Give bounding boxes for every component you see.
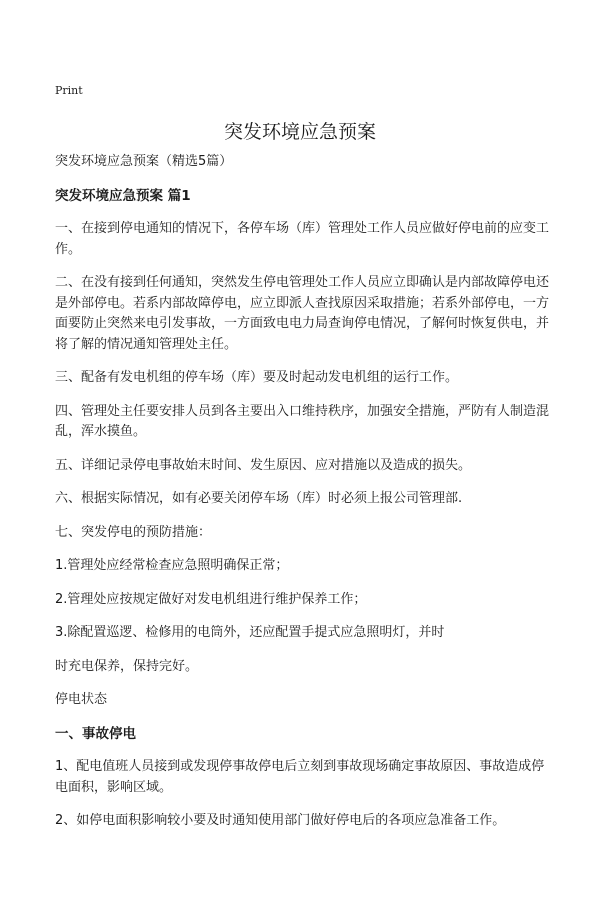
list-item-continuation: 时充电保养，保持完好。 xyxy=(55,658,199,674)
body-paragraph: 七、突发停电的预防措施： xyxy=(55,524,212,540)
body-paragraph: 五、详细记录停电事故始末时间、发生原因、应对措施以及造成的损失。 xyxy=(55,457,472,473)
section-heading: 突发环境应急预案 篇1 xyxy=(55,187,191,204)
print-label: Print xyxy=(55,84,83,97)
body-paragraph: 三、配备有发电机组的停车场（库）要及时起动发电机组的运行工作。 xyxy=(55,370,459,385)
body-paragraph: 二、在没有接到任何通知，突然发生停电管理处工作人员应立即确认是内部故障停电还是外部停电。若系内部故障停电，应立即派人查找原因采取措施；若系外部停电，一方面要防止突然来电引发事故，一方面致电电力局查询停电情况，了解何时恢复供电，并将了解的情况通知管理处主任。 xyxy=(55,275,550,352)
section-label: 停电状态 xyxy=(55,692,108,707)
document-title: 突发环境应急预案 xyxy=(223,121,376,143)
body-paragraph: 四、管理处主任要安排人员到各主要出入口维持秩序，加强安全措施，严防有人制造混乱，浑水摸鱼。 xyxy=(55,403,550,439)
list-item: 2.管理处应按规定做好对发电机组进行维护保养工作； xyxy=(55,591,367,607)
body-paragraph: 六、根据实际情况，如有必要关闭停车场（库）时必须上报公司管理部. xyxy=(55,491,463,506)
body-paragraph: 一、在接到停电通知的情况下，各停车场（库）管理处工作人员应做好停电前的应变工作。 xyxy=(55,221,550,257)
document-subtitle: 突发环境应急预案（精选5篇） xyxy=(55,154,233,169)
body-paragraph: 1、配电值班人员接到或发现停事故停电后立刻到事故现场确定事故原因、事故造成停电面积，影响区域。 xyxy=(55,759,545,795)
list-item: 1.管理处应经常检查应急照明确保正常； xyxy=(55,558,289,573)
document-body xyxy=(55,152,555,845)
list-item: 3.除配置巡逻、检修用的电筒外，还应配置手提式应急照明灯，并时 xyxy=(55,625,445,640)
body-paragraph: 2、如停电面积影响较小要及时通知使用部门做好停电后的各项应急准备工作。 xyxy=(55,813,506,828)
section-heading: 一、事故停电 xyxy=(55,725,136,742)
